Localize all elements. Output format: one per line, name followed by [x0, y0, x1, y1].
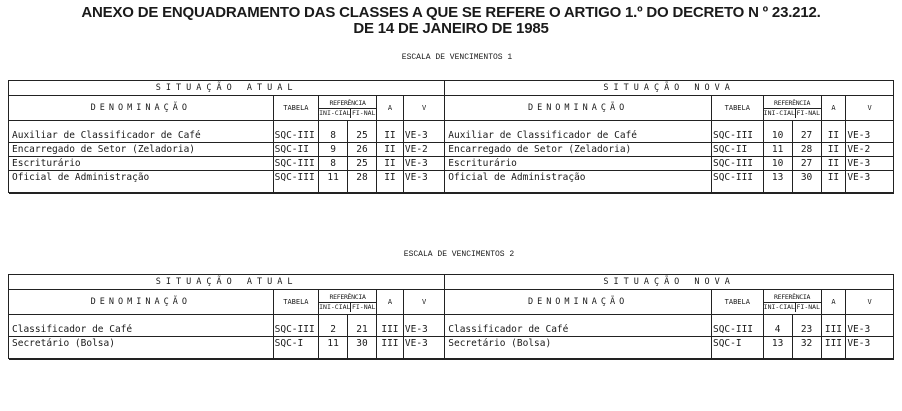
final-cell: 28 — [348, 171, 377, 193]
tabela-cell: SQC-I — [273, 337, 318, 359]
situacao-atual-heading: SITUAÇÃO ATUAL — [9, 81, 445, 96]
column-header-a: A — [377, 96, 404, 121]
inicial-cell: 8 — [319, 121, 348, 143]
a-cell: II — [377, 157, 404, 171]
column-header-tabela: TABELA — [273, 290, 318, 315]
final-cell: 28 — [792, 143, 821, 157]
column-header-v: V — [403, 290, 444, 315]
final-cell: 25 — [348, 157, 377, 171]
column-header-a: A — [821, 290, 846, 315]
column-header-v: V — [846, 96, 894, 121]
v-cell: VE-3 — [846, 315, 894, 337]
column-header-a: A — [821, 96, 846, 121]
document-title-date: DE 14 DE JANEIRO DE 1985 — [353, 20, 549, 37]
table-row — [9, 121, 894, 143]
v-cell: VE-3 — [846, 171, 894, 193]
final-cell: 30 — [792, 171, 821, 193]
denominacao-cell: Escriturário — [9, 157, 274, 171]
final-cell: 27 — [792, 157, 821, 171]
column-header-referencia — [763, 96, 821, 121]
final-cell: 23 — [792, 315, 821, 337]
inicial-cell: 8 — [319, 157, 348, 171]
denominacao-cell: Classificador de Café — [445, 315, 712, 337]
table-row — [9, 337, 894, 359]
inicial-label: INI-CIAL — [763, 108, 795, 117]
a-cell: II — [821, 143, 846, 157]
column-header-referencia — [319, 96, 377, 121]
tabela-cell: SQC-II — [711, 143, 763, 157]
final-label: FI-NAL — [796, 302, 820, 311]
denominacao-cell: Oficial de Administração — [9, 171, 274, 193]
tabela-cell: SQC-III — [711, 315, 763, 337]
column-header-denominacao: DENOMINAÇÃO — [445, 290, 712, 315]
v-cell: VE-3 — [846, 157, 894, 171]
inicial-cell: 11 — [319, 337, 348, 359]
a-cell: II — [821, 157, 846, 171]
column-header-v: V — [403, 96, 444, 121]
tabela-cell: SQC-I — [711, 337, 763, 359]
denominacao-cell: Encarregado de Setor (Zeladoria) — [9, 143, 274, 157]
tabela-cell: SQC-III — [711, 121, 763, 143]
tabela-cell: SQC-III — [273, 171, 318, 193]
a-cell: II — [821, 121, 846, 143]
a-cell: III — [377, 315, 404, 337]
v-cell: VE-3 — [403, 171, 444, 193]
v-cell: VE-3 — [403, 315, 444, 337]
denominacao-cell: Auxiliar de Classificador de Café — [445, 121, 712, 143]
column-header-referencia — [319, 290, 377, 315]
table-row — [9, 171, 894, 193]
final-cell: 32 — [792, 337, 821, 359]
v-cell: VE-2 — [846, 143, 894, 157]
inicial-cell: 13 — [763, 171, 792, 193]
inicial-cell: 11 — [763, 143, 792, 157]
v-cell: VE-3 — [403, 157, 444, 171]
inicial-cell: 13 — [763, 337, 792, 359]
v-cell: VE-3 — [403, 337, 444, 359]
final-label: FI-NAL — [351, 108, 376, 117]
denominacao-cell: Oficial de Administração — [445, 171, 712, 193]
tabela-cell: SQC-III — [711, 157, 763, 171]
table-row — [9, 315, 894, 337]
denominacao-cell: Secretário (Bolsa) — [9, 337, 274, 359]
denominacao-cell: Auxiliar de Classificador de Café — [9, 121, 274, 143]
v-cell: VE-3 — [403, 121, 444, 143]
v-cell: VE-2 — [403, 143, 444, 157]
inicial-cell: 9 — [319, 143, 348, 157]
column-header-tabela: TABELA — [711, 96, 763, 121]
a-cell: III — [821, 315, 846, 337]
referencia-label: REFERÊNCIA — [764, 293, 821, 303]
inicial-cell: 11 — [319, 171, 348, 193]
final-label: FI-NAL — [351, 302, 376, 311]
table-row — [9, 157, 894, 171]
denominacao-cell: Encarregado de Setor (Zeladoria) — [445, 143, 712, 157]
column-header-denominacao: DENOMINAÇÃO — [9, 290, 274, 315]
salary-scale-table — [8, 274, 894, 360]
referencia-label: REFERÊNCIA — [764, 99, 821, 109]
tabela-cell: SQC-III — [711, 171, 763, 193]
situacao-atual-heading: SITUAÇÃO ATUAL — [9, 275, 445, 290]
inicial-cell: 10 — [763, 121, 792, 143]
inicial-cell: 10 — [763, 157, 792, 171]
tabela-cell: SQC-II — [273, 143, 318, 157]
column-header-tabela: TABELA — [711, 290, 763, 315]
denominacao-cell: Escriturário — [445, 157, 712, 171]
final-cell: 21 — [348, 315, 377, 337]
v-cell: VE-3 — [846, 337, 894, 359]
final-cell: 27 — [792, 121, 821, 143]
scale-heading: ESCALA DE VENCIMENTOS 1 — [401, 53, 513, 62]
column-header-v: V — [846, 290, 894, 315]
situacao-nova-heading: SITUAÇÃO NOVA — [445, 275, 894, 290]
referencia-label: REFERÊNCIA — [319, 293, 376, 303]
column-header-a: A — [377, 290, 404, 315]
scale-heading: ESCALA DE VENCIMENTOS 2 — [403, 250, 515, 259]
a-cell: III — [377, 337, 404, 359]
v-cell: VE-3 — [846, 121, 894, 143]
final-cell: 25 — [348, 121, 377, 143]
a-cell: II — [377, 121, 404, 143]
tabela-cell: SQC-III — [273, 121, 318, 143]
final-label: FI-NAL — [796, 108, 820, 117]
tabela-cell: SQC-III — [273, 157, 318, 171]
inicial-cell: 2 — [319, 315, 348, 337]
denominacao-cell: Classificador de Café — [9, 315, 274, 337]
inicial-label: INI-CIAL — [763, 302, 795, 311]
a-cell: II — [821, 171, 846, 193]
final-cell: 30 — [348, 337, 377, 359]
column-header-denominacao: DENOMINAÇÃO — [9, 96, 274, 121]
inicial-label: INI-CIAL — [319, 108, 351, 117]
a-cell: II — [377, 171, 404, 193]
inicial-label: INI-CIAL — [319, 302, 351, 311]
a-cell: II — [377, 143, 404, 157]
column-header-tabela: TABELA — [273, 96, 318, 121]
column-header-referencia — [763, 290, 821, 315]
referencia-label: REFERÊNCIA — [319, 99, 376, 109]
situacao-nova-heading: SITUAÇÃO NOVA — [445, 81, 894, 96]
denominacao-cell: Secretário (Bolsa) — [445, 337, 712, 359]
document-title: ANEXO DE ENQUADRAMENTO DAS CLASSES A QUE SE REFERE O ARTIGO 1.º DO DECRETO N º 23.212. — [81, 4, 821, 21]
tabela-cell: SQC-III — [273, 315, 318, 337]
final-cell: 26 — [348, 143, 377, 157]
inicial-cell: 4 — [763, 315, 792, 337]
a-cell: III — [821, 337, 846, 359]
table-row — [9, 143, 894, 157]
salary-scale-table — [8, 80, 894, 194]
column-header-denominacao: DENOMINAÇÃO — [445, 96, 712, 121]
